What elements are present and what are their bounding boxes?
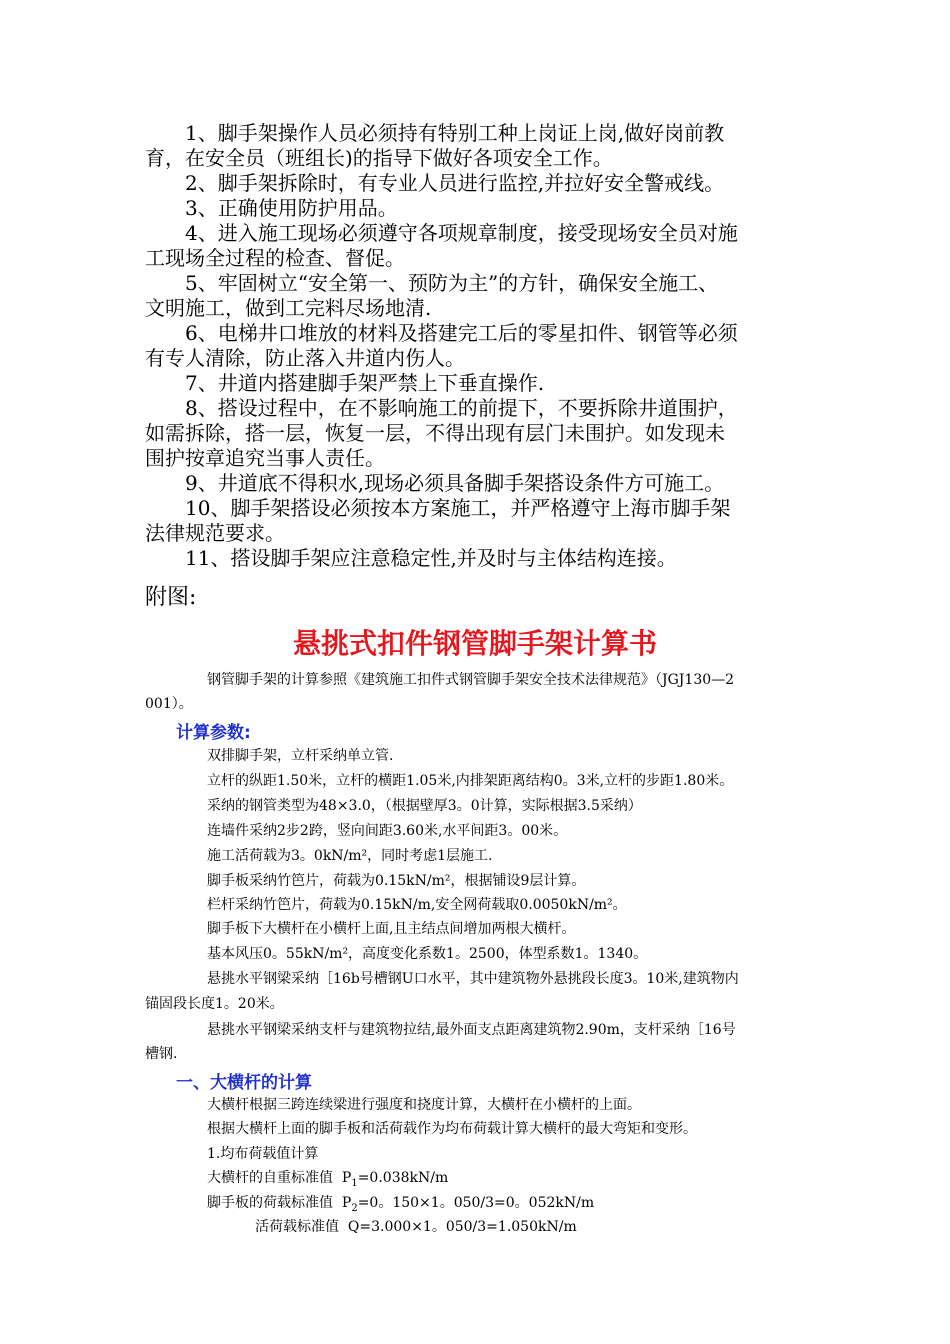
rule-line: 4、进入施工现场必须遵守各项规章制度，接受现场安全员对施 bbox=[145, 221, 738, 245]
params-heading: 计算参数: bbox=[176, 723, 251, 743]
param-line: 脚手板下大横杆在小横杆上面,且主结点间增加两根大横杆。 bbox=[207, 921, 576, 937]
param-line: 悬挑水平钢梁采纳支杆与建筑物拉结,最外面支点距离建筑物2.90m，支杆采纳［16号 bbox=[207, 1022, 736, 1038]
load-row bbox=[255, 1218, 577, 1236]
load-label: 大横杆的自重标准值 bbox=[207, 1170, 333, 1186]
rule-line: 9、井道底不得积水,现场必须具备脚手架搭设条件方可施工。 bbox=[145, 471, 725, 495]
param-line: 采纳的钢管类型为48×3.0，（根据壁厚3。0计算，实际根据3.5采纳） bbox=[207, 798, 642, 814]
param-line: 施工活荷载为3。0kN/m²，同时考虑1层施工. bbox=[207, 848, 493, 864]
rule-line: 育，在安全员（班组长)的指导下做好各项安全工作。 bbox=[145, 146, 613, 170]
rule-line: 6、电梯井口堆放的材料及搭建完工后的零星扣件、钢管等必须 bbox=[145, 321, 738, 345]
rule-line: 有专人清除，防止落入井道内伤人。 bbox=[145, 346, 465, 370]
body-line: 1.均布荷载值计算 bbox=[207, 1146, 319, 1162]
intro-line: 001）。 bbox=[145, 696, 193, 712]
rule-line: 法律规范要求。 bbox=[145, 521, 285, 545]
rule-line: 工现场全过程的检查、督促。 bbox=[145, 246, 405, 270]
load-expression: =0。150×1。050/3=0。052kN/m bbox=[357, 1195, 595, 1211]
rule-line: 11、搭设脚手架应注意稳定性,并及时与主体结构连接。 bbox=[145, 546, 677, 570]
rule-line: 5、牢固树立“安全第一、预防为主”的方针，确保安全施工、 bbox=[145, 271, 719, 295]
intro-line: 钢管脚手架的计算参照《建筑施工扣件式钢管脚手架安全技术法律规范》（JGJ130—2 bbox=[207, 672, 735, 688]
rule-line: 3、正确使用防护用品。 bbox=[145, 196, 398, 220]
load-symbol: P bbox=[341, 1195, 352, 1211]
param-line: 脚手板采纳竹笆片，荷载为0.15kN/m²，根据铺设9层计算。 bbox=[207, 873, 586, 889]
param-line: 槽钢. bbox=[145, 1046, 178, 1062]
load-label: 脚手板的荷载标准值 bbox=[207, 1195, 333, 1211]
rule-line: 7、井道内搭建脚手架严禁上下垂直操作. bbox=[145, 371, 545, 395]
load-subscript: 1 bbox=[351, 1177, 358, 1189]
rule-line: 围护按章追究当事人责任。 bbox=[145, 446, 385, 470]
document-title: 悬挑式扣件钢管脚手架计算书 bbox=[292, 627, 657, 660]
section-heading: 一、大横杆的计算 bbox=[176, 1073, 312, 1093]
figure-label: 附图: bbox=[145, 585, 197, 610]
param-line: 连墙件采纳2步2跨，竖向间距3.60米,水平间距3。00米。 bbox=[207, 823, 568, 839]
load-label: 活荷载标准值 bbox=[255, 1219, 339, 1235]
rule-line: 8、搭设过程中，在不影响施工的前提下，不要拆除井道围护， bbox=[145, 396, 738, 420]
rule-line: 1、脚手架操作人员必须持有特别工种上岗证上岗,做好岗前教 bbox=[145, 121, 725, 145]
load-symbol: Q bbox=[347, 1219, 360, 1235]
load-expression: =0.038kN/m bbox=[357, 1170, 449, 1186]
body-line: 根据大横杆上面的脚手板和活荷载作为均布荷载计算大横杆的最大弯矩和变形。 bbox=[207, 1121, 697, 1137]
body-line: 大横杆根据三跨连续梁进行强度和挠度计算，大横杆在小横杆的上面。 bbox=[207, 1097, 641, 1113]
load-row bbox=[207, 1194, 594, 1218]
load-expression: =3.000×1。050/3=1.050kN/m bbox=[359, 1219, 577, 1235]
rule-line: 文明施工，做到工完料尽场地清. bbox=[145, 296, 432, 320]
load-subscript: 2 bbox=[351, 1202, 358, 1214]
load-symbol: P bbox=[341, 1170, 352, 1186]
rule-line: 10、脚手架搭设必须按本方案施工，并严格遵守上海市脚手架 bbox=[145, 496, 731, 520]
rule-line: 如需拆除，搭一层，恢复一层，不得出现有层门未围护。如发现未 bbox=[145, 421, 725, 445]
param-line: 锚固段长度1。20米。 bbox=[145, 996, 284, 1012]
param-line: 双排脚手架，立杆采纳单立管. bbox=[207, 748, 394, 764]
rule-line: 2、脚手架拆除时，有专业人员进行监控,并拉好安全警戒线。 bbox=[145, 171, 725, 195]
param-line: 立杆的纵距1.50米，立杆的横距1.05米,内排架距离结构0。3米,立杆的步距1.80米。 bbox=[207, 773, 734, 789]
load-row bbox=[207, 1169, 448, 1193]
param-line: 基本风压0。55kN/m²，高度变化系数1。2500，体型系数1。1340。 bbox=[207, 946, 648, 962]
param-line: 悬挑水平钢梁采纳［16b号槽钢U口水平，其中建筑物外悬挑段长度3。10米,建筑物内 bbox=[207, 971, 739, 987]
param-line: 栏杆采纳竹笆片，荷载为0.15kN/m,安全网荷载取0.0050kN/m²。 bbox=[207, 897, 627, 913]
